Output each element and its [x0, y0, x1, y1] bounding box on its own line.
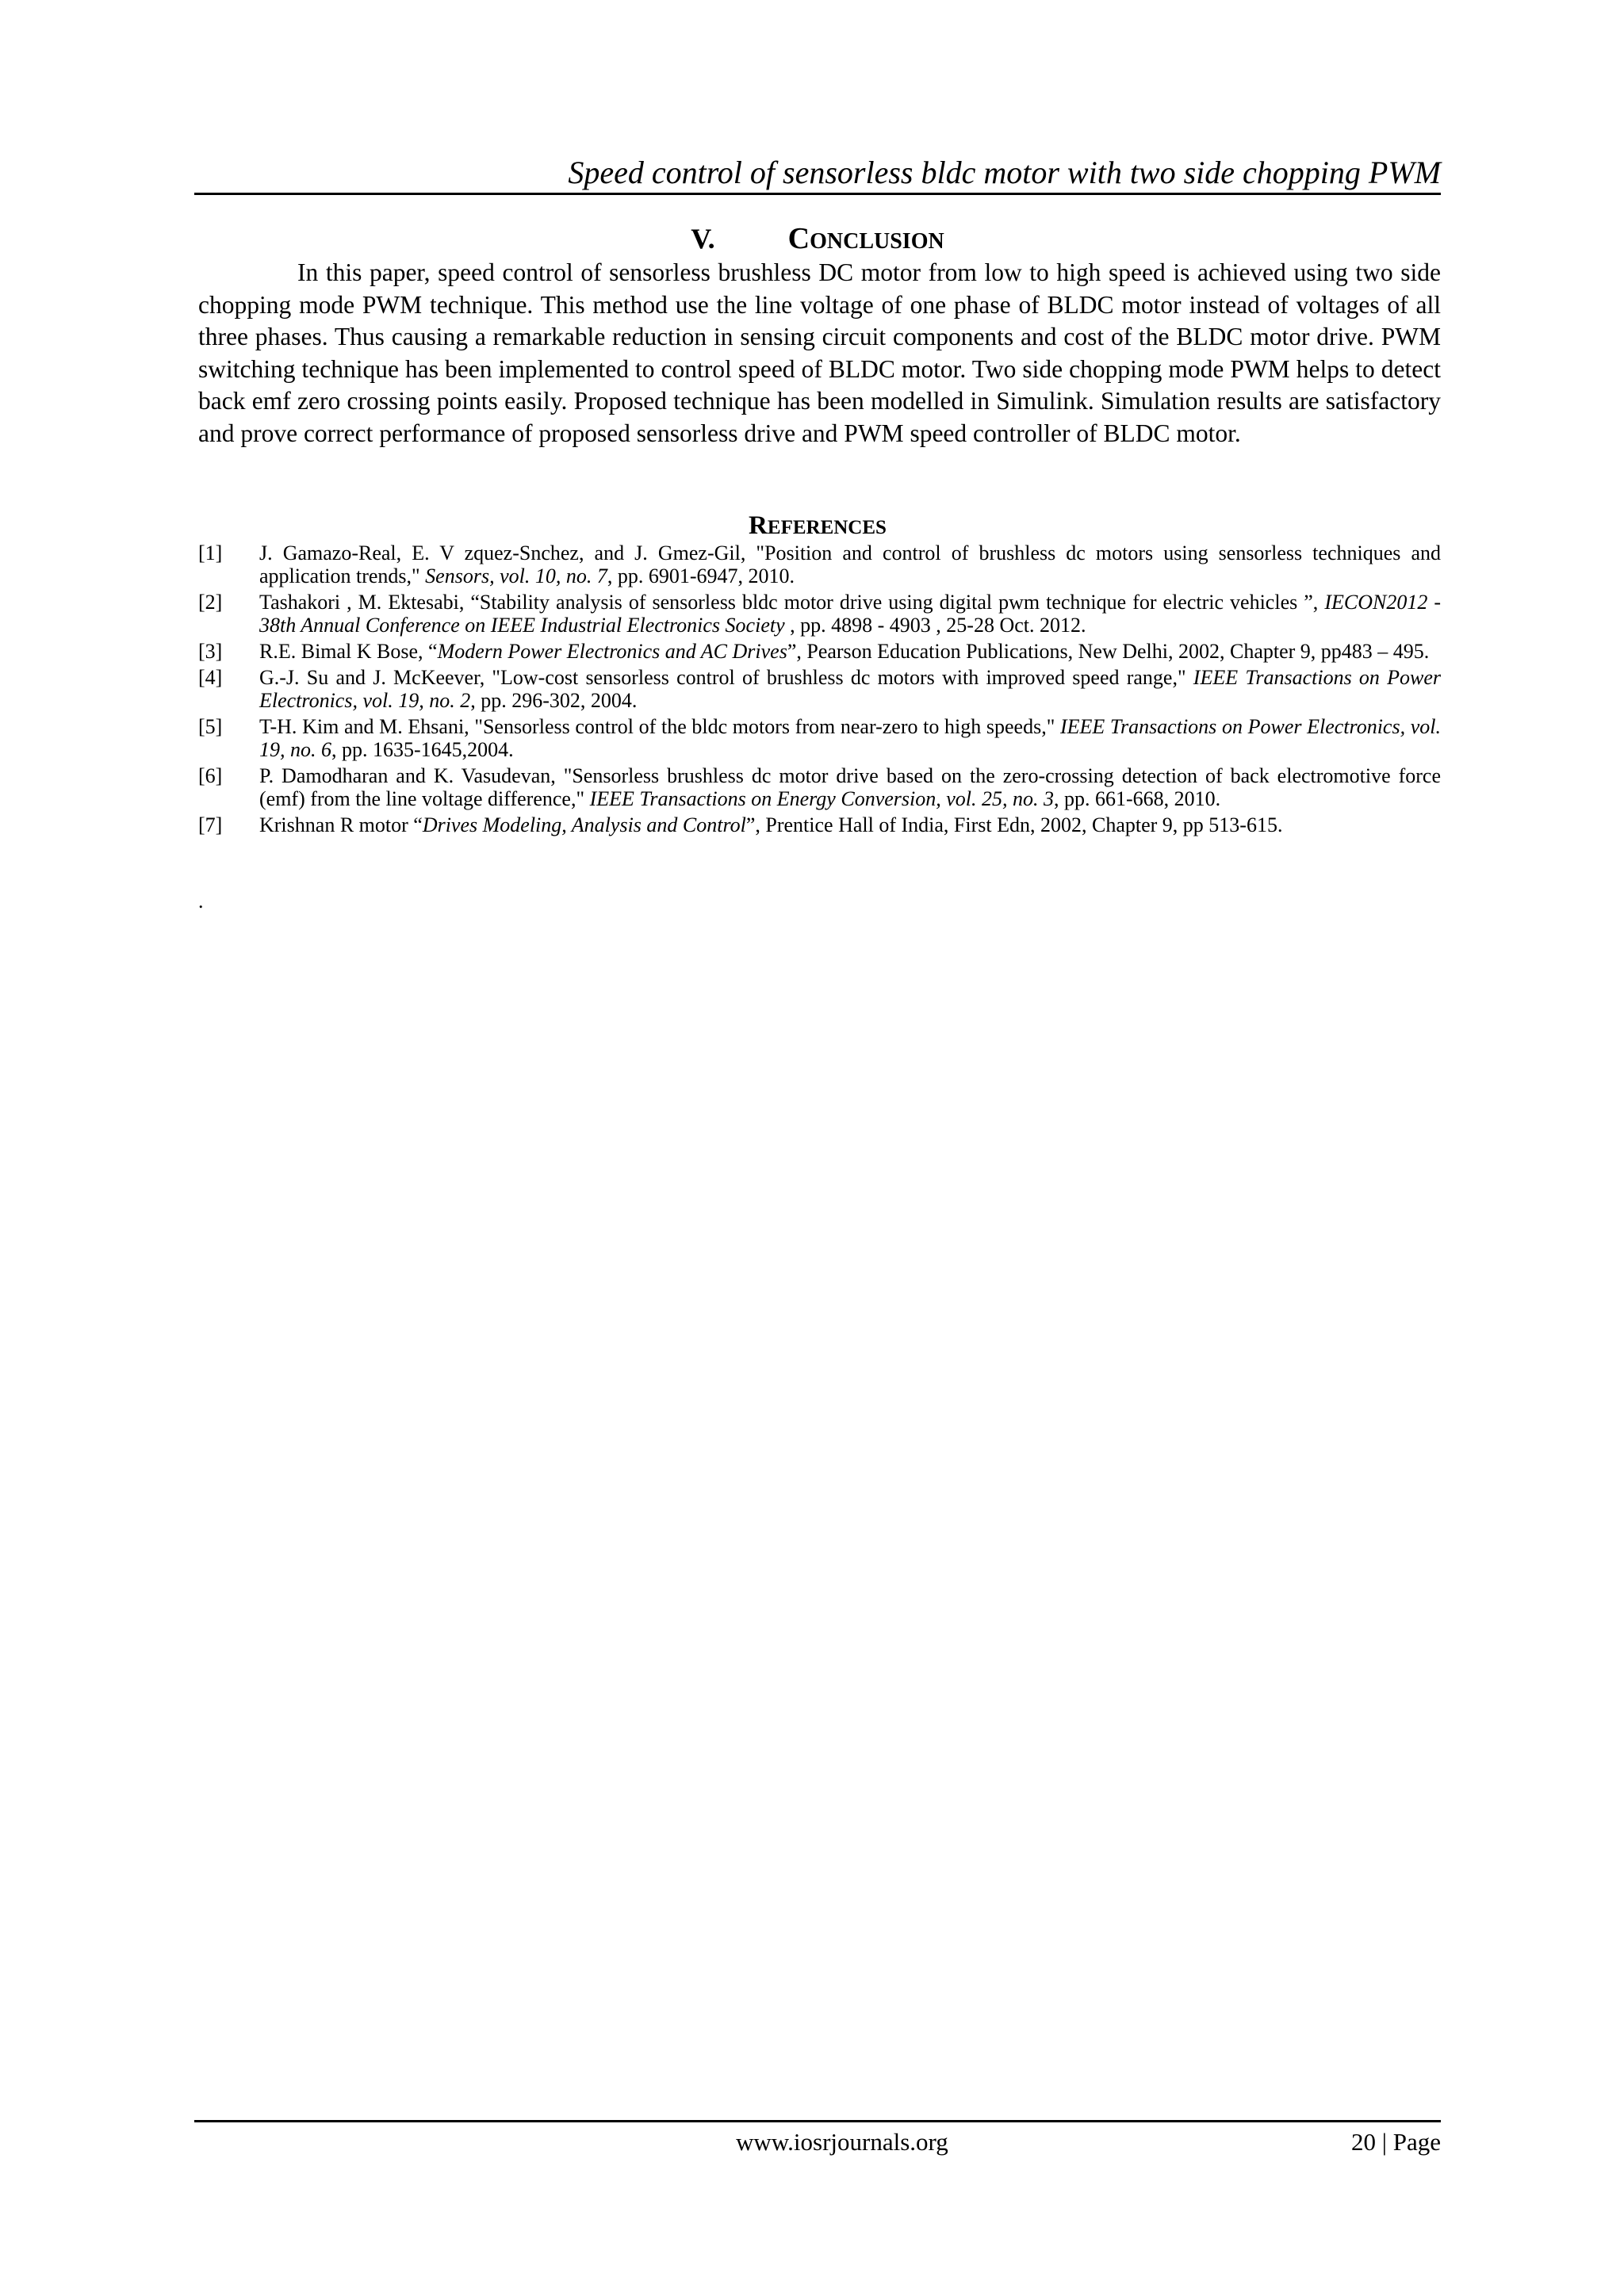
footer-rule: [194, 2120, 1441, 2122]
reference-pre: T-H. Kim and M. Ehsani, "Sensorless control of the bldc motors from near-zero to high speeds,": [259, 715, 1060, 738]
reference-pre: Krishnan R motor “: [259, 813, 423, 836]
reference-text: [259, 640, 1441, 663]
refs-heading-initial: R: [749, 511, 768, 540]
reference-number: [5]: [198, 715, 223, 738]
reference-item: [198, 541, 1441, 587]
reference-text: [259, 715, 1441, 761]
reference-post: , pp. 1635-1645,2004.: [331, 738, 514, 761]
reference-venue: IEEE Transactions on Power Electronics, vol. 19, no. 6: [259, 715, 1441, 761]
reference-number: [1]: [198, 541, 223, 564]
heading-rest: ONCLUSION: [810, 229, 944, 254]
heading-initial: C: [787, 222, 810, 255]
reference-text: [259, 591, 1441, 637]
reference-post: ”, Prentice Hall of India, First Edn, 2002, Chapter 9, pp 513-615.: [745, 813, 1283, 836]
reference-text: [259, 666, 1441, 712]
reference-pre: J. Gamazo-Real, E. V zquez-Snchez, and J. Gmez-Gil, "Position and control of brushless dc motors using sensorless techniques and application trends,": [259, 541, 1441, 587]
page-number: 20 | Page: [1351, 2128, 1441, 2156]
references-list: [198, 541, 1441, 840]
reference-pre: G.-J. Su and J. McKeever, "Low-cost sensorless control of brushless dc motors with improved speed range,": [259, 666, 1193, 689]
references-heading: [194, 510, 1441, 544]
reference-number: [3]: [198, 640, 223, 663]
reference-item: [198, 666, 1441, 712]
running-header: Speed control of sensorless bldc motor with two side chopping PWM: [568, 155, 1441, 190]
conclusion-paragraph: [198, 257, 1441, 450]
reference-venue: IEEE Transactions on Power Electronics, vol. 19, no. 2: [259, 666, 1441, 712]
trailing-dot: .: [198, 890, 204, 913]
conclusion-text: In this paper, speed control of sensorless brushless DC motor from low to high speed is achieved using two side chopping mode PWM technique. This method use the line voltage of one phase of BLDC motor instead of voltages of all three phases. Thus causing a remarkable reduction in sensing circuit components and cost of the BLDC motor drive. PWM switching technique has been implemented to control speed of BLDC motor. Two side chopping mode PWM helps to detect back emf zero crossing points easily. Proposed technique has been modelled in Simulink. Simulation results are satisfactory and prove correct performance of proposed sensorless drive and PWM speed controller of BLDC motor.: [198, 258, 1441, 447]
reference-venue: IEEE Transactions on Energy Conversion, vol. 25, no. 3: [589, 787, 1054, 810]
reference-venue: Modern Power Electronics and AC Drives: [437, 640, 787, 663]
reference-item: [198, 715, 1441, 761]
reference-item: [198, 640, 1441, 663]
reference-text: [259, 541, 1441, 587]
reference-number: [7]: [198, 813, 223, 836]
reference-venue: IECON2012 - 38th Annual Conference on IEEE Industrial Electronics Society: [259, 591, 1441, 637]
header-rule: [194, 193, 1441, 195]
reference-text: [259, 813, 1441, 836]
section-number: V.: [691, 223, 715, 254]
reference-post: , pp. 296-302, 2004.: [470, 689, 638, 712]
reference-item: [198, 813, 1441, 836]
footer-url: www.iosrjournals.org: [736, 2128, 948, 2156]
reference-item: [198, 591, 1441, 637]
reference-post: ”, Pearson Education Publications, New Delhi, 2002, Chapter 9, pp483 – 495.: [787, 640, 1430, 663]
reference-text: [259, 764, 1441, 810]
refs-heading-rest: EFERENCES: [767, 517, 887, 538]
reference-post: , pp. 4898 - 4903 , 25-28 Oct. 2012.: [784, 614, 1086, 637]
reference-pre: R.E. Bimal K Bose, “: [259, 640, 438, 663]
reference-number: [6]: [198, 764, 223, 787]
reference-venue: Sensors, vol. 10, no. 7: [425, 564, 607, 587]
reference-pre: P. Damodharan and K. Vasudevan, "Sensorless brushless dc motor drive based on the zero-crossing detection of back electromotive force (emf) from the line voltage difference,": [259, 764, 1441, 810]
reference-number: [2]: [198, 591, 223, 614]
reference-number: [4]: [198, 666, 223, 689]
reference-venue: Drives Modeling, Analysis and Control: [422, 813, 746, 836]
reference-pre: Tashakori , M. Ektesabi, “Stability analysis of sensorless bldc motor drive using digital pwm technique for electric vehicles ”,: [259, 591, 1325, 614]
conclusion-heading: [194, 220, 1441, 260]
reference-post: , pp. 661-668, 2010.: [1054, 787, 1221, 810]
reference-item: [198, 764, 1441, 810]
reference-post: , pp. 6901-6947, 2010.: [607, 564, 795, 587]
